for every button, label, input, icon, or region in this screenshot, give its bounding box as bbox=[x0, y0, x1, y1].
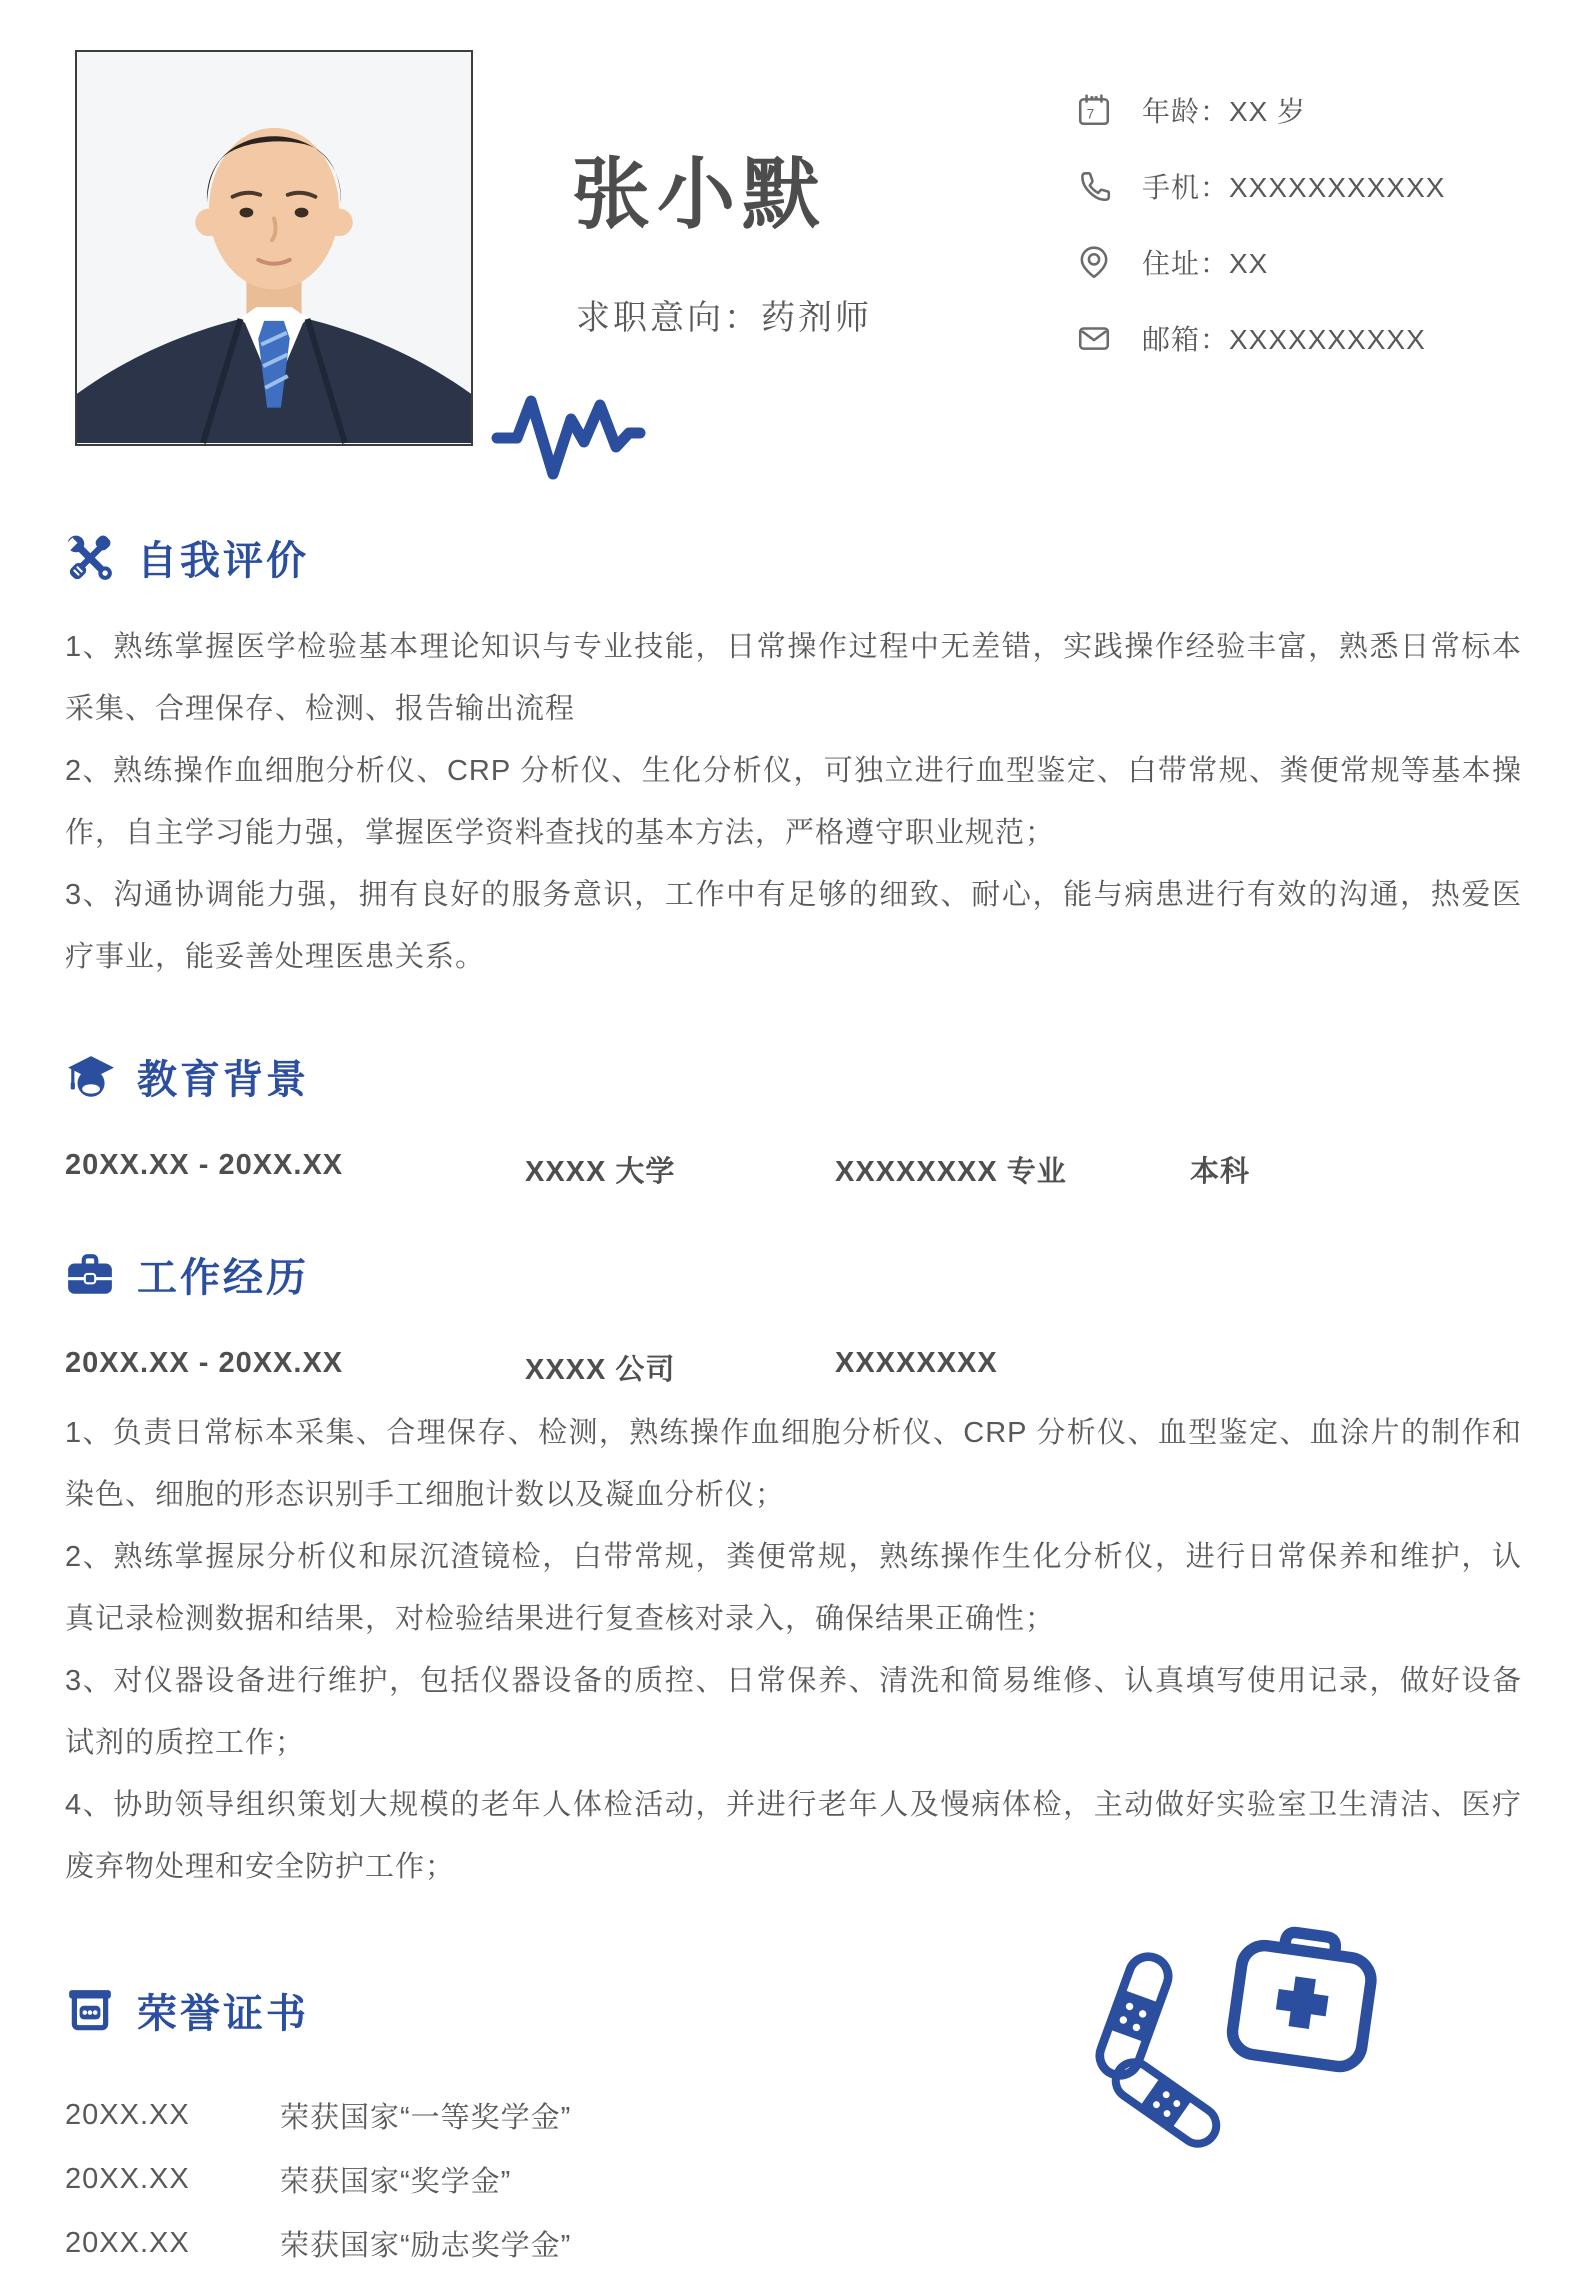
section-heading bbox=[65, 529, 1522, 586]
contact-item-address bbox=[1076, 242, 1445, 282]
contact-phone: 手机：XXXXXXXXXXX bbox=[1142, 172, 1446, 203]
calendar-icon bbox=[1076, 92, 1112, 128]
section-heading bbox=[65, 1048, 1522, 1105]
section-title: 自我评价 bbox=[137, 539, 309, 583]
self-evaluation-paragraph: 1、熟练掌握医学检验基本理论知识与专业技能，日常操作过程中无差错，实践操作经验丰富，熟悉日常标本采集、合理保存、检测、报告输出流程 bbox=[65, 631, 1522, 725]
contact-address: 住址：XX bbox=[1142, 248, 1269, 279]
medical-illustration bbox=[1085, 1922, 1415, 2162]
work-bullet: 4、协助领导组织策划大规模的老年人体检活动，并进行老年人及慢病体检，主动做好实验室卫生清洁、医疗废弃物处理和安全防护工作； bbox=[65, 1789, 1522, 1883]
work-period: 20XX.XX - 20XX.XX bbox=[65, 1347, 344, 1379]
location-icon bbox=[1076, 244, 1112, 280]
contact-item-age bbox=[1076, 90, 1445, 130]
first-aid-kit-icon bbox=[1213, 1912, 1392, 2083]
work-bullets bbox=[65, 1402, 1522, 1898]
self-evaluation-text bbox=[65, 616, 1522, 988]
contact-email: 邮箱：XXXXXXXXXX bbox=[1142, 324, 1426, 355]
honor-date: 20XX.XX bbox=[65, 2098, 190, 2131]
education-school: XXXX 大学 bbox=[525, 1156, 676, 1188]
svg-text:7: 7 bbox=[1086, 106, 1095, 122]
tools-icon bbox=[65, 533, 115, 583]
certificate-icon bbox=[65, 1986, 115, 2036]
work-company: XXXX 公司 bbox=[525, 1354, 676, 1386]
education-major: XXXXXXXX 专业 bbox=[835, 1156, 1067, 1188]
self-evaluation-paragraph: 3、沟通协调能力强，拥有良好的服务意识，工作中有足够的细致、耐心，能与病患进行有效的沟通，热爱医疗事业，能妥善处理医患关系。 bbox=[65, 879, 1522, 973]
phone-icon bbox=[1076, 168, 1112, 204]
section-work-experience bbox=[0, 1246, 1587, 1898]
portrait-illustration bbox=[77, 52, 471, 444]
section-education bbox=[0, 1048, 1587, 1190]
work-position: XXXXXXXX bbox=[835, 1347, 998, 1379]
briefcase-icon bbox=[65, 1250, 115, 1300]
graduation-cap-icon bbox=[65, 1052, 115, 1102]
honor-desc: 荣获国家“励志奖学金” bbox=[280, 2229, 572, 2262]
contact-list bbox=[1076, 90, 1445, 394]
section-heading bbox=[65, 1246, 1522, 1303]
self-evaluation-paragraph: 2、熟练操作血细胞分析仪、CRP 分析仪、生化分析仪，可独立进行血型鉴定、白带常规、粪便常规等基本操作，自主学习能力强，掌握医学资料查找的基本方法，严格遵守职业规范； bbox=[65, 755, 1522, 849]
section-title: 荣誉证书 bbox=[137, 1992, 309, 2036]
heartbeat-line-icon bbox=[492, 386, 642, 486]
contact-item-email bbox=[1076, 318, 1445, 358]
candidate-name: 张小默 bbox=[572, 150, 828, 238]
section-title: 教育背景 bbox=[137, 1058, 309, 1102]
mail-icon bbox=[1076, 320, 1112, 356]
section-self-evaluation bbox=[0, 529, 1587, 988]
education-row bbox=[65, 1149, 1522, 1190]
bandaid-icon bbox=[1098, 2043, 1234, 2163]
honor-date: 20XX.XX bbox=[65, 2162, 190, 2195]
honor-row bbox=[65, 2211, 1522, 2275]
resume-header bbox=[0, 0, 1587, 505]
work-bullet: 1、负责日常标本采集、合理保存、检测，熟练操作血细胞分析仪、CRP 分析仪、血型鉴定、血涂片的制作和染色、细胞的形态识别手工细胞计数以及凝血分析仪； bbox=[65, 1417, 1522, 1511]
work-bullet: 3、对仪器设备进行维护，包括仪器设备的质控、日常保养、清洗和简易维修、认真填写使用记录，做好设备试剂的质控工作； bbox=[65, 1665, 1522, 1759]
honor-date: 20XX.XX bbox=[65, 2226, 190, 2259]
honor-desc: 荣获国家“奖学金” bbox=[280, 2165, 512, 2198]
work-row bbox=[65, 1347, 1522, 1388]
education-period: 20XX.XX - 20XX.XX bbox=[65, 1149, 344, 1181]
education-degree: 本科 bbox=[1190, 1156, 1251, 1188]
section-title: 工作经历 bbox=[137, 1256, 309, 1300]
honor-desc: 荣获国家“一等奖学金” bbox=[280, 2101, 572, 2134]
contact-item-phone bbox=[1076, 166, 1445, 206]
work-bullet: 2、熟练掌握尿分析仪和尿沉渣镜检，白带常规，粪便常规，熟练操作生化分析仪，进行日常保养和维护，认真记录检测数据和结果，对检验结果进行复查核对录入，确保结果正确性； bbox=[65, 1541, 1522, 1635]
job-intent: 求职意向：药剂师 bbox=[576, 299, 872, 337]
contact-age: 年龄：XX 岁 bbox=[1142, 96, 1307, 127]
profile-photo bbox=[75, 50, 473, 446]
